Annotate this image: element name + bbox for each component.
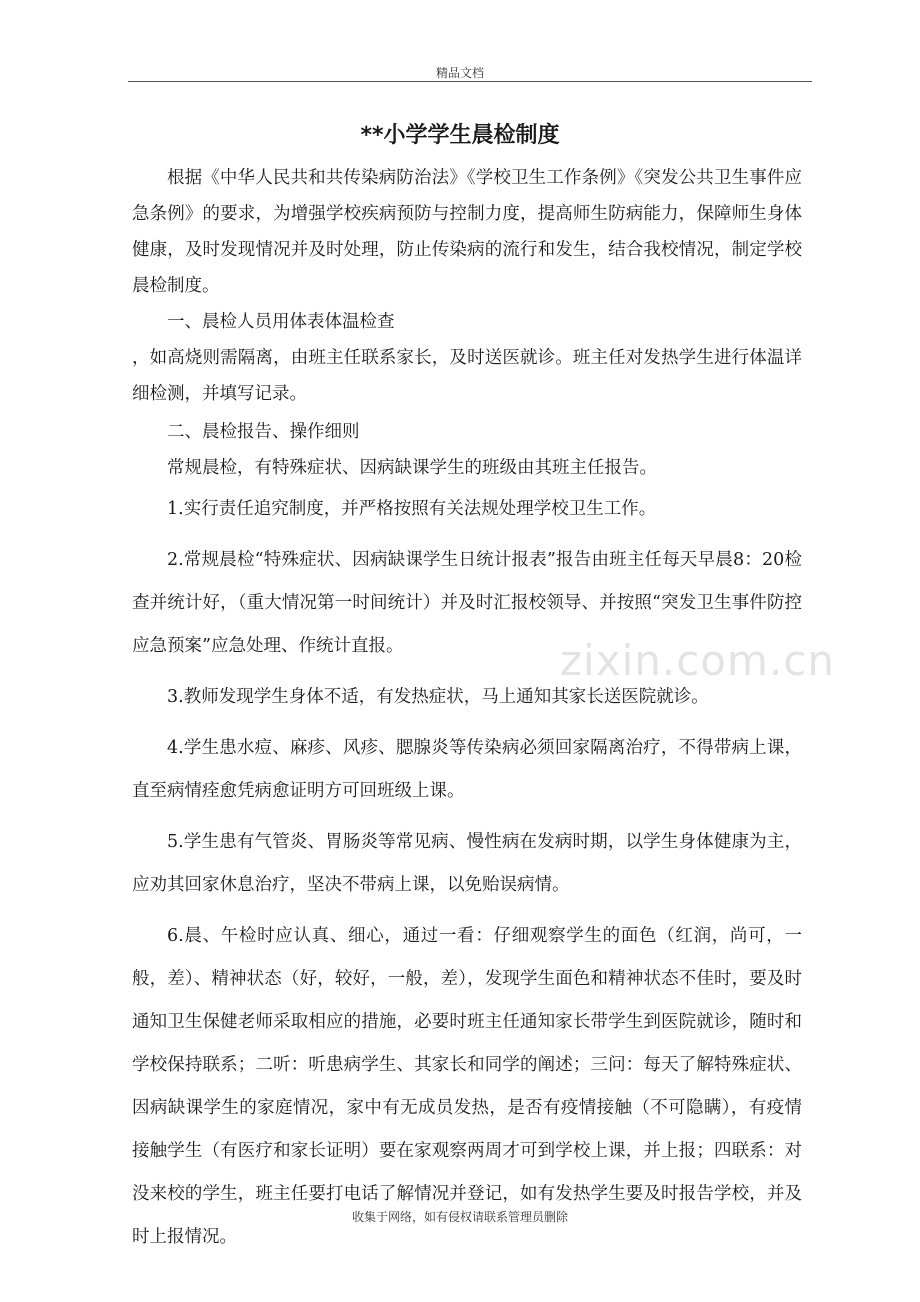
page-footer: 收集于网络，如有侵权请联系管理员删除 [351, 1210, 568, 1224]
intro-paragraph: 根据《中华人民共和共传染病防治法》《学校卫生工作条例》《突发公共卫生事件应急条例》的要求，为增强学校疾病预防与控制力度，提高师生防病能力，保障师生身体健康，及时发现情况并及时处理，防止传染病的流行和发生，结合我校情况，制定学校晨检制度。 [132, 168, 802, 296]
page-header: 精品文档 [435, 66, 484, 80]
section-heading-2: 二、晨检报告、操作细则 [167, 422, 360, 442]
rule-item-5: 5.学生患有气管炎、胃肠炎等常见病、慢性病在发病时期，以学生身体健康为主，应劝其回家休息治疗，坚决不带病上课，以免贻误病情。 [132, 832, 802, 895]
document-body [132, 160, 802, 1259]
section-1-body: ，如高烧则需隔离，由班主任联系家长，及时送医就诊。班主任对发热学生进行体温详细检测，并填写记录。 [132, 348, 802, 404]
rule-item-4: 4.学生患水痘、麻疹、风疹、腮腺炎等传染病必须回家隔离治疗，不得带病上课，直至病情痊愈凭病愈证明方可回班级上课。 [132, 738, 802, 801]
section-heading-1: 一、晨检人员用体表体温检查 [167, 312, 395, 332]
rule-item-6: 6.晨、午检时应认真、细心，通过一看：仔细观察学生的面色（红润，尚可，一般，差）、精神状态（好，较好，一般，差），发现学生面色和精神状态不佳时，要及时通知卫生保健老师采取相应的措施，必要时班主任通知家长带学生到医院就诊，随时和学校保持联系；二听：听患病学生、其家长和同学的阐述；三问：每天了解特殊症状、因病缺课学生的家庭情况，家中有无成员发热，是否有疫情接触（不可隐瞒），有疫情接触学生（有医疗和家长证明）要在家观察两周才可到学校上课，并上报；四联系：对没来校的学生，班主任要打电话了解情况并登记，如有发热学生要及时报告学校，并及时上报情况。 [132, 926, 802, 1247]
rule-item-2: 2.常规晨检“特殊症状、因病缺课学生日统计报表”报告由班主任每天早晨8：20检查并统计好，（重大情况第一时间统计）并及时汇报校领导、并按照“突发卫生事件防控应急预案”应急处理、作统计直报。 [132, 550, 802, 656]
header-divider [128, 81, 812, 82]
document-title: **小学学生晨检制度 [360, 123, 560, 148]
rule-item-3: 3.教师发现学生身体不适，有发热症状，马上通知其家长送医院就诊。 [167, 687, 709, 707]
routine-paragraph: 常规晨检，有特殊症状、因病缺课学生的班级由其班主任报告。 [167, 458, 657, 478]
rule-item-1: 1.实行责任追究制度，并严格按照有关法规处理学校卫生工作。 [167, 499, 657, 519]
watermark: zixin.com.cn [560, 636, 835, 685]
